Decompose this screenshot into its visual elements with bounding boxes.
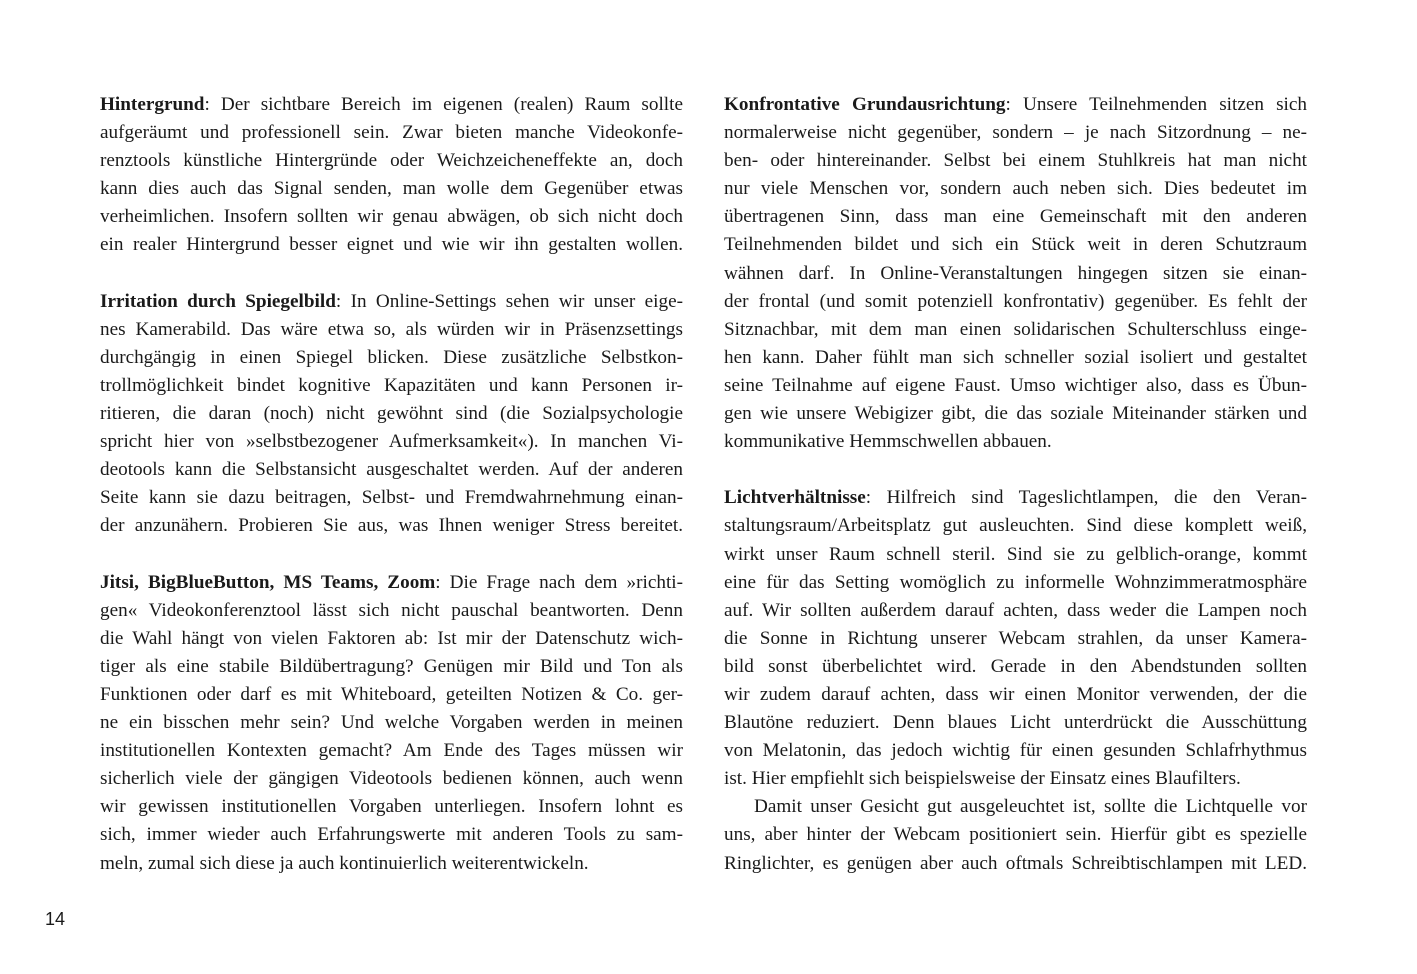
paragraph-lichtverhaeltnisse	[724, 484, 1307, 793]
text-line: auf. Wir sollten außerdem darauf achten, dass weder die Lampen noch	[724, 599, 1307, 621]
paragraph-heading: Hintergrund	[100, 94, 205, 115]
text-line: von Melatonin, das jedoch wichtig für einen gesunden Schlafrhythmus	[724, 740, 1307, 762]
text-line: sicherlich viele der gängigen Videotools bedienen können, auch wenn	[100, 768, 683, 790]
text-line: normalerweise nicht gegenüber, sondern – je nach Sitzordnung – ne-	[724, 122, 1307, 144]
text-line: ben- oder hintereinander. Selbst bei einem Stuhlkreis hat man nicht	[724, 150, 1307, 172]
text-line: Blautöne reduziert. Denn blaues Licht unterdrückt die Ausschüttung	[724, 712, 1307, 734]
paragraph-heading: Irritation durch Spiegelbild	[100, 290, 336, 312]
text-line: institutionellen Kontexten gemacht? Am Ende des Tages müssen wir	[100, 740, 683, 762]
paragraph-lichtquelle	[724, 793, 1307, 877]
text-line: durchgängig in einen Spiegel blicken. Diese zusätzliche Selbstkon-	[100, 346, 683, 368]
paragraph-heading: Konfrontative Grundausrichtung	[724, 94, 1006, 115]
text-line: die Sonne in Richtung unserer Webcam strahlen, da unser Kamera-	[724, 627, 1307, 649]
text-line: Sitznachbar, mit dem man einen solidarischen Schulterschluss einge-	[724, 318, 1307, 340]
text-line: gen« Videokonferenztool lässt sich nicht pauschal beantworten. Denn	[100, 599, 683, 621]
text-line: trollmöglichkeit bindet kognitive Kapazitäten und kann Personen ir-	[100, 374, 683, 396]
text-line: spricht hier von »selbstbezogener Aufmerksamkeit«). In manchen Vi-	[100, 431, 683, 453]
text-line: Damit unser Gesicht gut ausgeleuchtet ist, sollte die Lichtquelle vor	[754, 796, 1307, 818]
text-line: verheimlichen. Insofern sollten wir genau abwägen, ob sich nicht doch	[100, 206, 683, 228]
text-line: Jitsi, BigBlueButton, MS Teams, Zoom: Die Frage nach dem »richti-	[100, 571, 684, 593]
text-line: bild sonst überbelichtet wird. Gerade in den Abendstunden sollten	[724, 655, 1307, 677]
text-line: die Wahl hängt von vielen Faktoren ab: Ist mir der Datenschutz wich-	[100, 627, 683, 649]
text-line: ist. Hier empfiehlt sich beispielsweise der Einsatz eines Blaufilters.	[724, 768, 1241, 790]
text-line: meln, zumal sich diese ja auch kontinuierlich weiterentwickeln.	[100, 852, 589, 874]
left-column	[100, 91, 683, 906]
text-line: gen wie unsere Webigizer gibt, die das soziale Miteinander stärken und	[724, 403, 1307, 425]
paragraph-videotools	[100, 569, 683, 878]
text-line: ne ein bisschen mehr sein? Und welche Vorgaben werden in meinen	[100, 712, 683, 734]
text-line: Irritation durch Spiegelbild: In Online-Settings sehen wir unser eige-	[100, 290, 683, 312]
paragraph-heading: Lichtverhältnisse	[724, 487, 866, 509]
text-line: seine Teilnahme auf eigene Faust. Umso wichtiger also, dass es Übun-	[724, 374, 1307, 396]
text-line: renztools künstliche Hintergründe oder Weichzeicheneffekte an, doch	[100, 150, 683, 172]
text-line: eine für das Setting womöglich zu informelle Wohnzimmeratmosphäre	[724, 571, 1307, 593]
text-line: Ringlichter, es genügen aber auch oftmals Schreibtischlampen mit LED.	[724, 852, 1307, 874]
text-line: Teilnehmenden bildet und sich ein Stück weit in deren Schutzraum	[724, 234, 1307, 256]
right-column	[724, 91, 1307, 906]
paragraph-konfrontative-grundausrichtung	[724, 91, 1307, 456]
text-line: aufgeräumt und professionell sein. Zwar bieten manche Videokonfe-	[100, 122, 683, 144]
text-line: kann dies auch das Signal senden, man wolle dem Gegenüber etwas	[100, 178, 683, 200]
text-line: Seite kann sie dazu beitragen, Selbst- und Fremdwahrnehmung einan-	[100, 487, 683, 509]
text-line: uns, aber hinter der Webcam positioniert sein. Hierfür gibt es spezielle	[724, 824, 1307, 846]
paragraph-spiegelbild	[100, 288, 683, 541]
text-line: ein realer Hintergrund besser eignet und wie wir ihn gestalten wollen.	[100, 234, 683, 256]
text-line: Konfrontative Grundausrichtung: Unsere Teilnehmenden sitzen sich	[724, 94, 1307, 115]
text-line: wir gewissen institutionellen Vorgaben unterliegen. Insofern lohnt es	[100, 796, 683, 818]
text-line: der frontal (und somit potenziell konfrontativ) gegenüber. Es fehlt der	[724, 290, 1307, 312]
text-line: ritieren, die daran (noch) nicht gewöhnt sind (die Sozialpsychologie	[100, 403, 683, 425]
text-line: wir zudem darauf achten, dass wir einen Monitor verwenden, der die	[724, 683, 1307, 705]
text-line: tiger als eine stabile Bildübertragung? Genügen mir Bild und Ton als	[100, 655, 683, 677]
text-line: deotools kann die Selbstansicht ausgeschaltet werden. Auf der anderen	[100, 459, 683, 481]
paragraph-hintergrund	[100, 91, 683, 260]
text-line: Lichtverhältnisse: Hilfreich sind Tageslichtlampen, die den Veran-	[724, 487, 1307, 509]
text-line: nur viele Menschen vor, sondern auch neben sich. Dies bedeutet im	[724, 178, 1307, 200]
text-line: wirkt unser Raum schnell steril. Sind sie zu gelblich-orange, kommt	[724, 543, 1307, 565]
text-line: staltungsraum/Arbeitsplatz gut ausleuchten. Sind diese komplett weiß,	[724, 515, 1307, 537]
text-line: nes Kamerabild. Das wäre etwa so, als würden wir in Präsenzsettings	[100, 318, 683, 340]
text-line: wähnen darf. In Online-Veranstaltungen hingegen sitzen sie einan-	[724, 262, 1307, 284]
paragraph-heading: Jitsi, BigBlueButton, MS Teams, Zoom	[100, 571, 436, 593]
text-line: hen kann. Daher fühlt man sich schneller sozial isoliert und gestaltet	[724, 346, 1307, 368]
text-line: sich, immer wieder auch Erfahrungswerte mit anderen Tools zu sam-	[100, 824, 683, 846]
text-line: übertragenen Sinn, dass man eine Gemeinschaft mit den anderen	[724, 206, 1307, 228]
text-line: Hintergrund: Der sichtbare Bereich im eigenen (realen) Raum sollte	[100, 94, 683, 115]
text-line: der anzunähern. Probieren Sie aus, was Ihnen weniger Stress bereitet.	[100, 515, 683, 537]
text-line: Funktionen oder darf es mit Whiteboard, geteilten Notizen & Co. ger-	[100, 683, 683, 705]
page-number: 14	[45, 909, 66, 929]
text-line: kommunikative Hemmschwellen abbauen.	[724, 431, 1052, 453]
